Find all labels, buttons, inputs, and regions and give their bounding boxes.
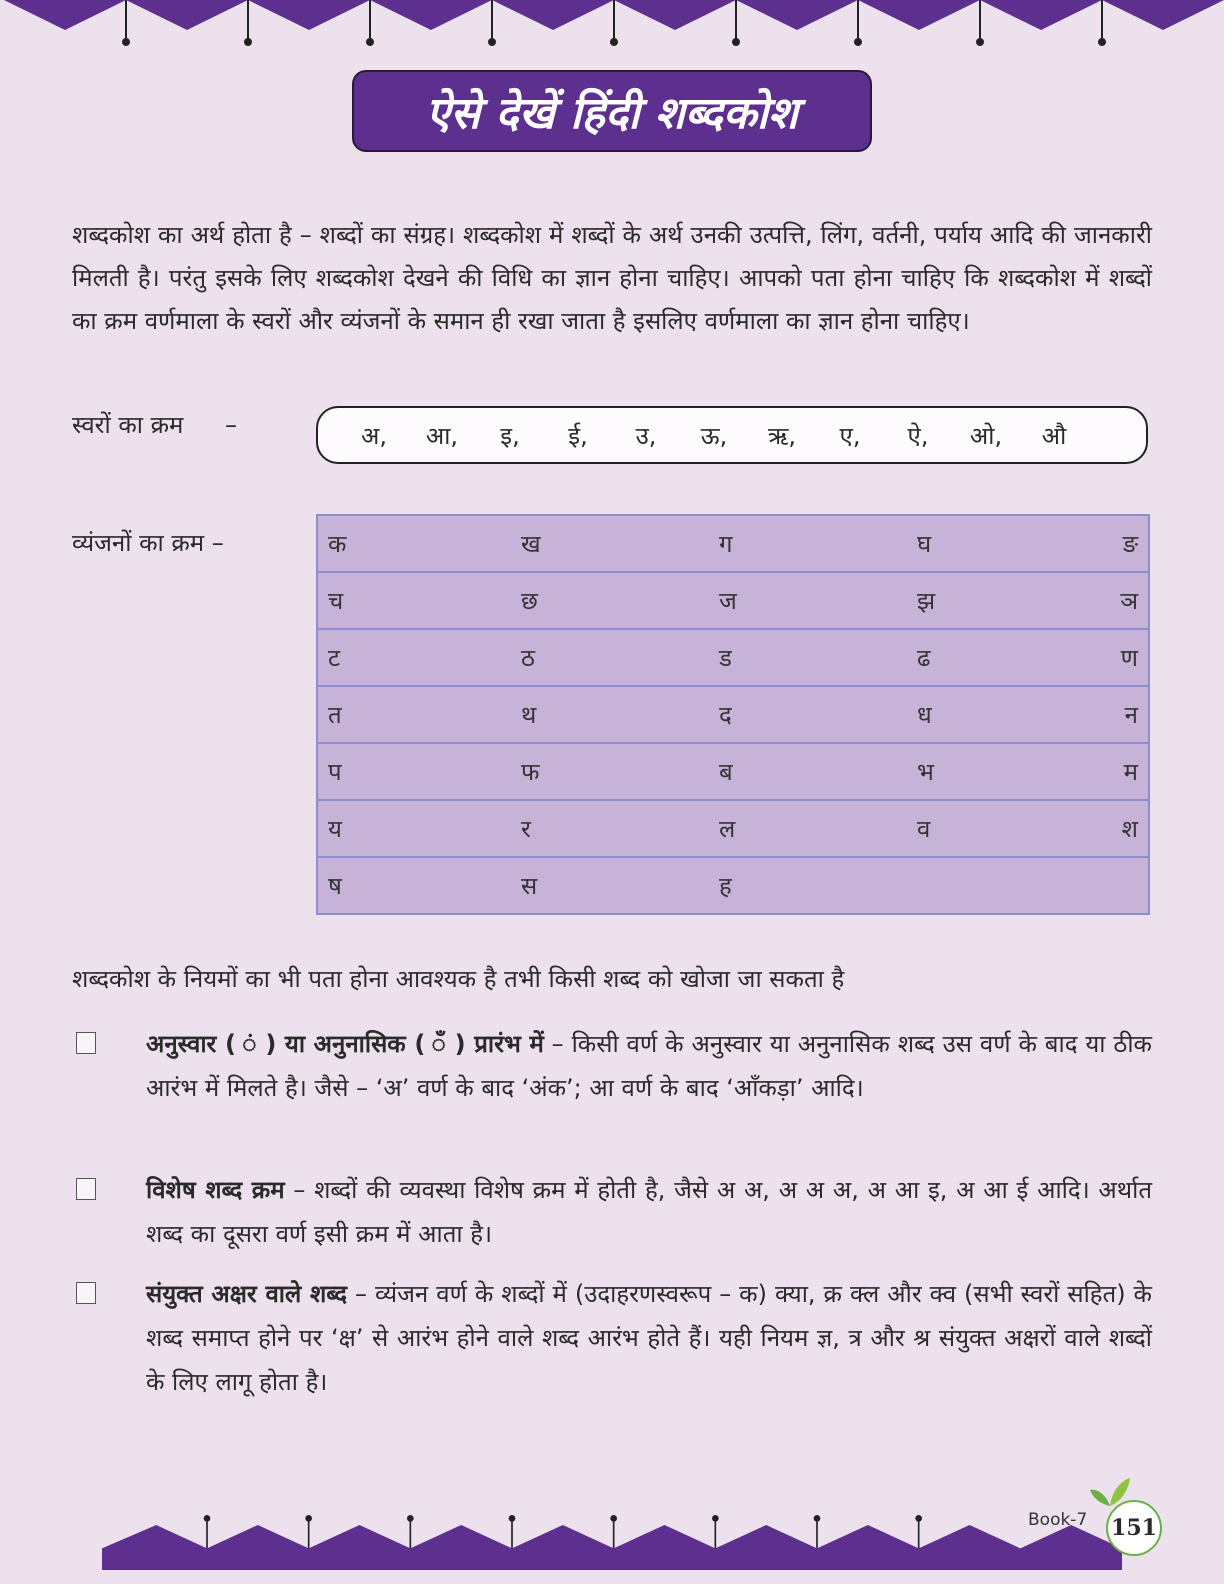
rule-heading: संयुक्त अक्षर वाले शब्द [146, 1280, 348, 1308]
vowel: ओ, [969, 421, 1003, 450]
consonant-cell: ध [911, 686, 1109, 743]
consonant-cell: ढ [911, 629, 1109, 686]
consonant-cell: द [713, 686, 911, 743]
consonant-cell: ब [713, 743, 911, 800]
consonant-cell: ष [317, 857, 515, 914]
vowel: ऊ, [700, 421, 728, 450]
vowel: ए, [839, 421, 861, 450]
rule-text [146, 1272, 1152, 1404]
checkbox-icon [76, 1032, 96, 1054]
consonant-cell: घ [911, 515, 1109, 572]
consonant-cell: म [1109, 743, 1149, 800]
vowel: उ, [635, 421, 657, 450]
consonant-row [317, 857, 1149, 914]
consonant-cell: र [515, 800, 713, 857]
consonant-cell [911, 857, 1109, 914]
vowel: औ [1041, 421, 1067, 450]
consonant-cell [1109, 857, 1149, 914]
consonant-cell: ङ [1109, 515, 1149, 572]
consonant-row [317, 800, 1149, 857]
checkbox-icon [76, 1178, 96, 1200]
consonant-cell: फ [515, 743, 713, 800]
vowel: ऋ, [767, 421, 797, 450]
checkbox-icon [76, 1282, 96, 1304]
rule-text [146, 1022, 1152, 1110]
consonant-cell: प [317, 743, 515, 800]
rule-body: – शब्दों की व्यवस्था विशेष क्रम में होती है, जैसे अ अ, अ अ अ, अ आ इ, अ आ ई आदि। अर्थात शब्द का दूसरा वर्ण इसी क्रम में आता है। [146, 1176, 1152, 1248]
vowel: आ, [425, 421, 459, 450]
page-title: ऐसे देखें हिंदी शब्दकोश [352, 70, 872, 152]
consonant-cell: ठ [515, 629, 713, 686]
rule-heading: अनुस्वार ( ं ) या अनुनासिक ( ँ ) प्रारंभ में [146, 1030, 544, 1058]
intro-paragraph: शब्दकोश का अर्थ होता है – शब्दों का संग्रह। शब्दकोश में शब्दों के अर्थ उनकी उत्पत्ति, लिंग, वर्तनी, पर्याय आदि की जानकारी मिलती है। परंतु इसके लिए शब्दकोश देखने की विधि का ज्ञान होना चाहिए। आपको पता होना चाहिए कि शब्दकोश में शब्दों का क्रम वर्णमाला के स्वरों और व्यंजनों के समान ही रखा जाता है इसलिए वर्णमाला का ज्ञान होना चाहिए। [72, 221, 1152, 335]
consonant-row [317, 572, 1149, 629]
consonant-cell: ह [713, 857, 911, 914]
consonant-cell: ख [515, 515, 713, 572]
consonant-cell: त [317, 686, 515, 743]
consonant-cell: ट [317, 629, 515, 686]
consonants-table [316, 514, 1150, 915]
consonants-label: व्यंजनों का क्रम – [72, 529, 224, 557]
vowel: अ, [361, 421, 387, 450]
consonant-cell: ग [713, 515, 911, 572]
vowels-box [316, 406, 1148, 464]
vowel: ई, [568, 421, 588, 450]
consonant-cell: छ [515, 572, 713, 629]
consonant-cell: ड [713, 629, 911, 686]
consonant-cell: न [1109, 686, 1149, 743]
rule-body: – किसी वर्ण के अनुस्वार या अनुनासिक शब्द उस वर्ण के बाद या ठीक आरंभ में मिलते है। जैसे – ‘अ’ वर्ण के बाद ‘अंक’; आ वर्ण के बाद ‘आँकड़ा’ आदि। [146, 1030, 1152, 1102]
consonant-row [317, 629, 1149, 686]
consonant-cell: ञ [1109, 572, 1149, 629]
vowels-label-text: स्वरों का क्रम [72, 411, 184, 439]
consonant-cell: व [911, 800, 1109, 857]
consonant-cell: श [1109, 800, 1149, 857]
consonant-cell: ण [1109, 629, 1149, 686]
consonant-cell: थ [515, 686, 713, 743]
consonant-cell: भ [911, 743, 1109, 800]
rules-intro: शब्दकोश के नियमों का भी पता होना आवश्यक है तभी किसी शब्द को खोजा जा सकता है [72, 965, 845, 993]
vowels-label-dash: – [225, 411, 238, 439]
rule-body: – व्यंजन वर्ण के शब्दों में (उदाहरणस्वरूप – क) क्या, क्र क्ल और क्व (सभी स्वरों सहित) के शब्द समाप्त होने पर ‘क्ष’ से आरंभ होने वाले शब्द आरंभ होते हैं। यही नियम ज्ञ, त्र और श्र संयुक्त अक्षरों वाले शब्दों के लिए लागू होता है। [146, 1280, 1152, 1396]
consonant-row [317, 686, 1149, 743]
rule-heading: विशेष शब्द क्रम [146, 1176, 285, 1204]
page-number: 151 [1106, 1500, 1162, 1556]
consonant-cell: च [317, 572, 515, 629]
top-zigzag-border [0, 0, 1224, 70]
vowels-label [72, 408, 237, 441]
consonant-row [317, 515, 1149, 572]
consonant-row [317, 743, 1149, 800]
rule-text [146, 1168, 1152, 1256]
consonant-cell: स [515, 857, 713, 914]
consonant-cell: ज [713, 572, 911, 629]
vowel: ऐ, [907, 421, 929, 450]
book-label: Book-7 [1028, 1510, 1088, 1530]
vowel: इ, [500, 421, 520, 450]
consonant-cell: ल [713, 800, 911, 857]
consonant-cell: क [317, 515, 515, 572]
consonant-cell: य [317, 800, 515, 857]
consonant-cell: झ [911, 572, 1109, 629]
